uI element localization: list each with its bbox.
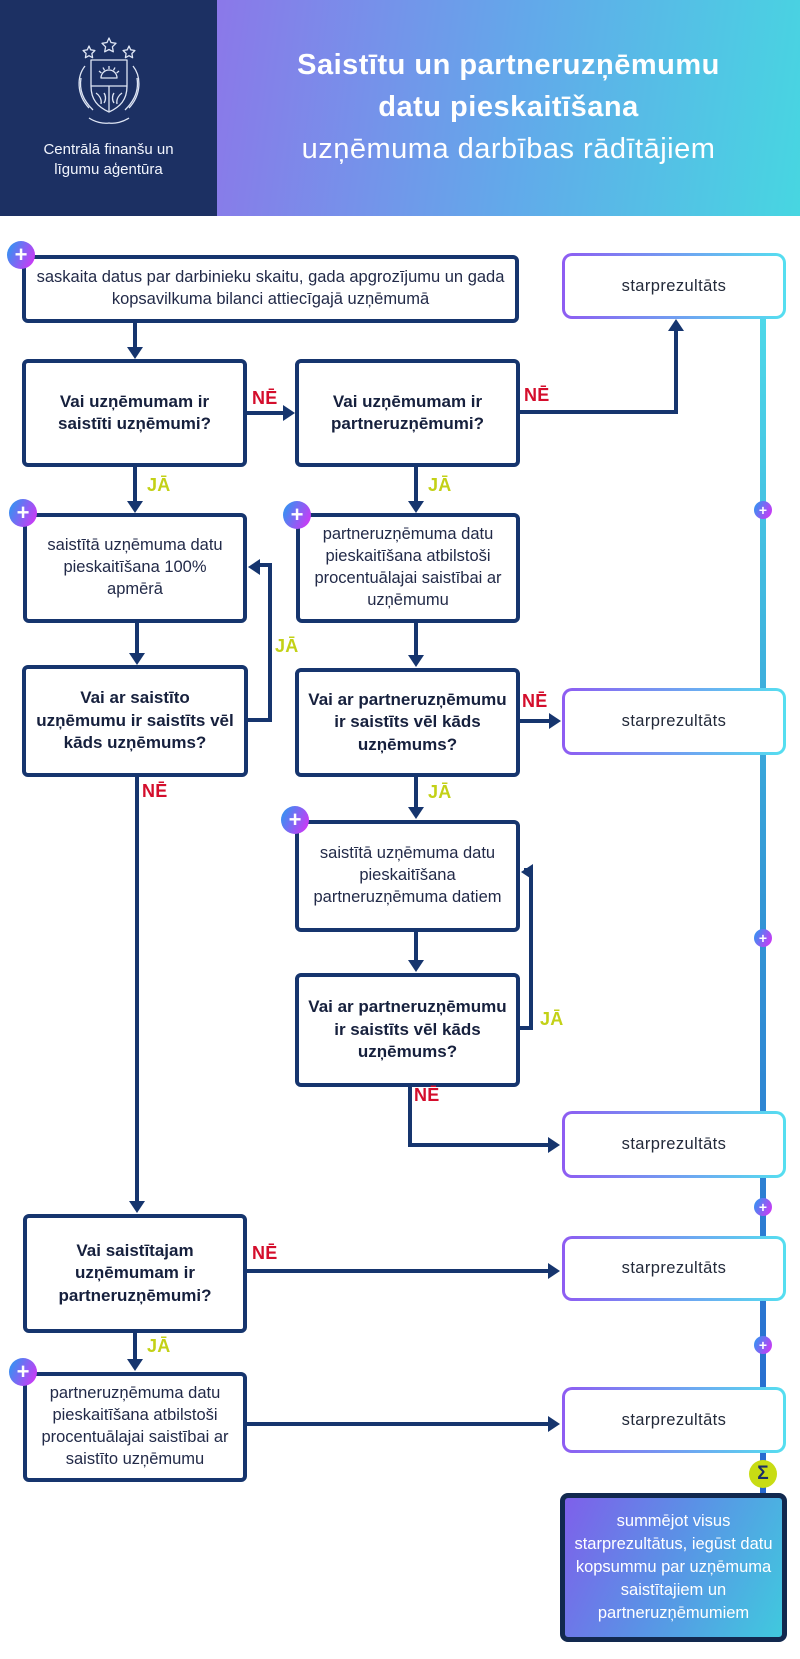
intermediate-result-label: starprezultāts <box>565 256 783 316</box>
connector-line <box>408 1143 549 1147</box>
connector-line <box>135 623 139 655</box>
label-yes-partner: JĀ <box>428 475 452 495</box>
add-related-100-box: saistītā uzņēmuma datu pieskaitīšana 100% apmērā <box>23 513 247 623</box>
arrowhead <box>129 653 145 665</box>
intermediate-result-box-2 <box>562 688 786 755</box>
arrowhead <box>248 559 260 575</box>
decision-related-has-partner-box: Vai saistītajam uzņēmumam ir partneruzņēmumi? <box>23 1214 247 1333</box>
page-title-line1: Saistītu un partneruzņēmumu <box>297 49 720 82</box>
connector-line <box>259 563 272 567</box>
label-no-related-chain: NĒ <box>142 781 168 801</box>
connector-line <box>674 330 678 414</box>
arrowhead <box>283 405 295 421</box>
connector-line <box>520 410 676 414</box>
line-plus-icon-2: + <box>754 929 772 947</box>
connector-line <box>247 718 270 722</box>
decision-partner-companies-box: Vai uzņēmumam ir partneruzņēmumi? <box>295 359 520 467</box>
connector-line <box>247 1269 549 1273</box>
header <box>0 0 800 216</box>
agency-name-line1: Centrālā finanšu un <box>43 140 174 158</box>
plus-icon-start: + <box>7 241 35 269</box>
arrowhead <box>548 1137 560 1153</box>
connector-line <box>414 623 418 657</box>
connector-line <box>414 777 418 809</box>
arrowhead <box>548 1416 560 1432</box>
arrowhead <box>548 1263 560 1279</box>
connector-line <box>529 868 533 1030</box>
agency-name <box>43 140 173 181</box>
intermediate-result-label: starprezultāts <box>565 691 783 752</box>
add-partner-percent-box: partneruzņēmuma datu pieskaitīšana atbilstoši procentuālajai saistībai ar uzņēmumu <box>296 513 520 623</box>
plus-icon-partner-percent: + <box>283 501 311 529</box>
arrowhead <box>127 347 143 359</box>
decision-partner-chain-box: Vai ar partneruzņēmumu ir saistīts vēl kāds uzņēmums? <box>295 668 520 777</box>
arrowhead <box>408 960 424 972</box>
sigma-icon: Σ <box>749 1460 777 1488</box>
label-no-partner-chain2: NĒ <box>414 1085 440 1105</box>
intermediate-result-box-5 <box>562 1387 786 1453</box>
connector-line <box>133 1333 137 1361</box>
page-title-line3: uzņēmuma darbības rādītājiem <box>301 133 716 166</box>
arrowhead <box>127 1359 143 1371</box>
connector-line <box>133 323 137 349</box>
arrowhead <box>408 655 424 667</box>
label-yes-partner-chain2-loop: JĀ <box>540 1009 564 1029</box>
agency-name-line2: līgumu aģentūra <box>54 161 163 178</box>
arrowhead <box>549 713 561 729</box>
arrowhead <box>127 501 143 513</box>
intermediate-result-box-4 <box>562 1236 786 1301</box>
line-plus-icon-4: + <box>754 1336 772 1354</box>
plus-icon-related-100: + <box>9 499 37 527</box>
line-plus-icon-1: + <box>754 501 772 519</box>
intermediate-result-box-3 <box>562 1111 786 1178</box>
add-related-to-partner-box: saistītā uzņēmuma datu pieskaitīšana partneruzņēmuma datiem <box>295 820 520 932</box>
connector-line <box>247 1422 549 1426</box>
decision-partner-chain2-box: Vai ar partneruzņēmumu ir saistīts vēl kāds uzņēmums? <box>295 973 520 1087</box>
plus-icon-partner-percent-related: + <box>9 1358 37 1386</box>
label-no-related: NĒ <box>252 388 278 408</box>
label-no-related-has-partner: NĒ <box>252 1243 278 1263</box>
intermediate-result-label: starprezultāts <box>565 1390 783 1450</box>
label-yes-related-has-partner: JĀ <box>147 1336 171 1356</box>
page-title-line2: datu pieskaitīšana <box>378 91 639 124</box>
title-block <box>217 0 800 216</box>
label-no-partner: NĒ <box>524 385 550 405</box>
arrowhead <box>668 319 684 331</box>
arrowhead <box>408 501 424 513</box>
label-no-partner-chain: NĒ <box>522 691 548 711</box>
label-yes-related: JĀ <box>147 475 171 495</box>
connector-line <box>414 467 418 503</box>
intermediate-result-label: starprezultāts <box>565 1114 783 1175</box>
arrowhead <box>408 807 424 819</box>
final-sum-box: summējot visus starprezultātus, iegūst datu kopsummu par uzņēmuma saistītajiem un partneruzņēmumiem <box>560 1493 787 1642</box>
line-plus-icon-3: + <box>754 1198 772 1216</box>
intermediate-result-label: starprezultāts <box>565 1239 783 1298</box>
connector-line <box>520 719 551 723</box>
arrowhead <box>521 864 533 880</box>
process-start-box: saskaita datus par darbinieku skaitu, gada apgrozījumu un gada kopsavilkuma bilanci attiecīgajā uzņēmumā <box>22 255 519 323</box>
connector-line <box>408 1087 412 1147</box>
connector-line <box>247 411 284 415</box>
result-collector-line <box>760 318 766 1493</box>
label-yes-related-loop: JĀ <box>275 636 299 656</box>
connector-line <box>135 777 139 1203</box>
decision-related-chain-box: Vai ar saistīto uzņēmumu ir saistīts vēl kāds uzņēmums? <box>22 665 248 777</box>
decision-related-companies-box: Vai uzņēmumam ir saistīti uzņēmumi? <box>22 359 247 467</box>
intermediate-result-box-1 <box>562 253 786 319</box>
label-yes-partner-chain: JĀ <box>428 782 452 802</box>
connector-line <box>268 563 272 722</box>
plus-icon-related-to-partner: + <box>281 806 309 834</box>
add-partner-percent-related-box: partneruzņēmuma datu pieskaitīšana atbilstoši procentuālajai saistībai ar saistīto uzņēmumu <box>23 1372 247 1482</box>
connector-line <box>414 932 418 962</box>
arrowhead <box>129 1201 145 1213</box>
connector-line <box>133 467 137 503</box>
coat-of-arms-logo <box>59 36 159 132</box>
agency-logo-block <box>0 0 217 216</box>
